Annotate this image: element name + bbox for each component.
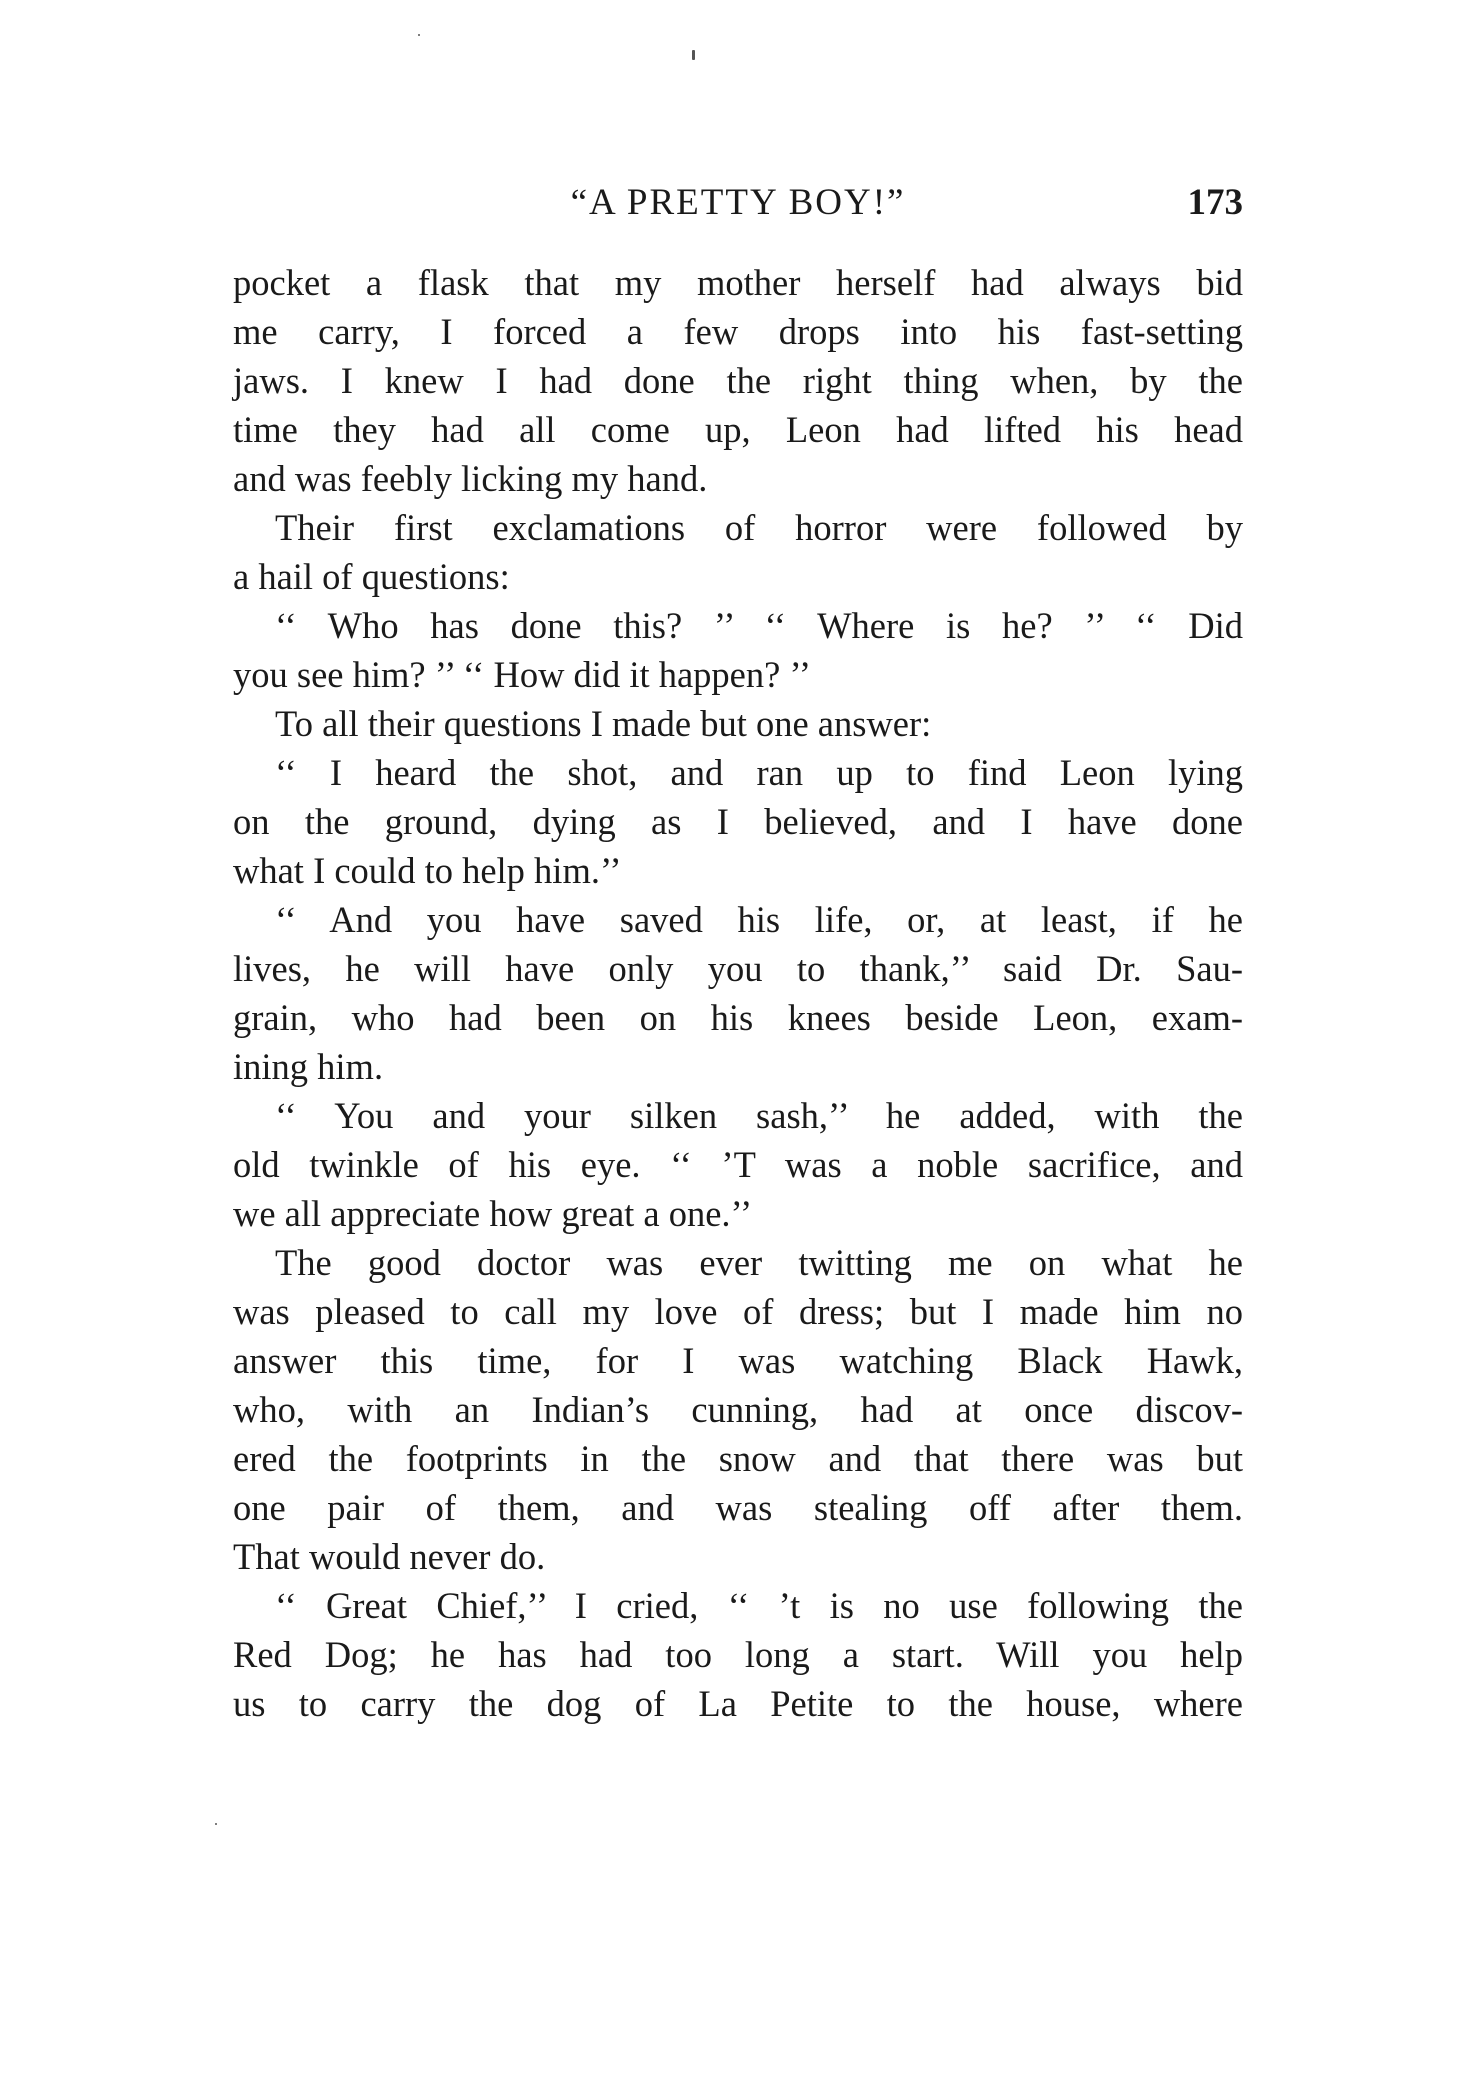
text-line: time they had all come up, Leon had lifted his head [233, 409, 1243, 450]
text-line: ‘‘ You and your silken sash,’’ he added, with the [275, 1095, 1243, 1136]
text-line: ‘‘ I heard the shot, and ran up to find Leon lying [275, 752, 1243, 793]
text-line: answer this time, for I was watching Black Hawk, [233, 1340, 1243, 1381]
text-line: That would never do. [233, 1536, 546, 1577]
text-line: lives, he will have only you to thank,’’ said Dr. Sau- [233, 948, 1243, 989]
paper-speck [418, 34, 420, 36]
text-line: ‘‘ And you have saved his life, or, at least, if he [275, 899, 1243, 940]
text-line: The good doctor was ever twitting me on what he [275, 1242, 1243, 1283]
text-line: you see him? ’’ ‘‘ How did it happen? ’’ [233, 654, 812, 695]
paper-speck [215, 1823, 217, 1825]
text-line: was pleased to call my love of dress; but I made him no [233, 1291, 1243, 1332]
text-line: grain, who had been on his knees beside Leon, exam- [233, 997, 1243, 1038]
body-text [233, 258, 1243, 1728]
page-number: 173 [1187, 182, 1243, 223]
text-line: ‘‘ Great Chief,’’ I cried, ‘‘ ’t is no use following the [275, 1585, 1243, 1626]
text-line: me carry, I forced a few drops into his fast-setting [233, 311, 1243, 352]
text-line: pocket a flask that my mother herself had always bid [233, 262, 1243, 303]
text-line: what I could to help him.’’ [233, 850, 622, 891]
text-line: ining him. [233, 1046, 384, 1087]
running-title: “A PRETTY BOY!” [570, 182, 906, 223]
text-line: and was feebly licking my hand. [233, 458, 708, 499]
text-line: one pair of them, and was stealing off after them. [233, 1487, 1243, 1528]
text-line: old twinkle of his eye. ‘‘ ’T was a noble sacrifice, and [233, 1144, 1243, 1185]
running-head [233, 178, 1243, 228]
text-line: us to carry the dog of La Petite to the house, where [233, 1683, 1243, 1724]
text-line: ‘‘ Who has done this? ’’ ‘‘ Where is he? ’’ ‘‘ Did [275, 605, 1243, 646]
paper-speck [692, 50, 695, 60]
text-line: To all their questions I made but one answer: [275, 703, 932, 744]
text-line: we all appreciate how great a one.’’ [233, 1193, 753, 1234]
text-line: a hail of questions: [233, 556, 510, 597]
text-line: Their first exclamations of horror were followed by [275, 507, 1243, 548]
text-line: ered the footprints in the snow and that there was but [233, 1438, 1243, 1479]
text-line: who, with an Indian’s cunning, had at once discov- [233, 1389, 1243, 1430]
text-line: on the ground, dying as I believed, and I have done [233, 801, 1243, 842]
text-line: jaws. I knew I had done the right thing when, by the [233, 360, 1243, 401]
text-line: Red Dog; he has had too long a start. Will you help [233, 1634, 1243, 1675]
